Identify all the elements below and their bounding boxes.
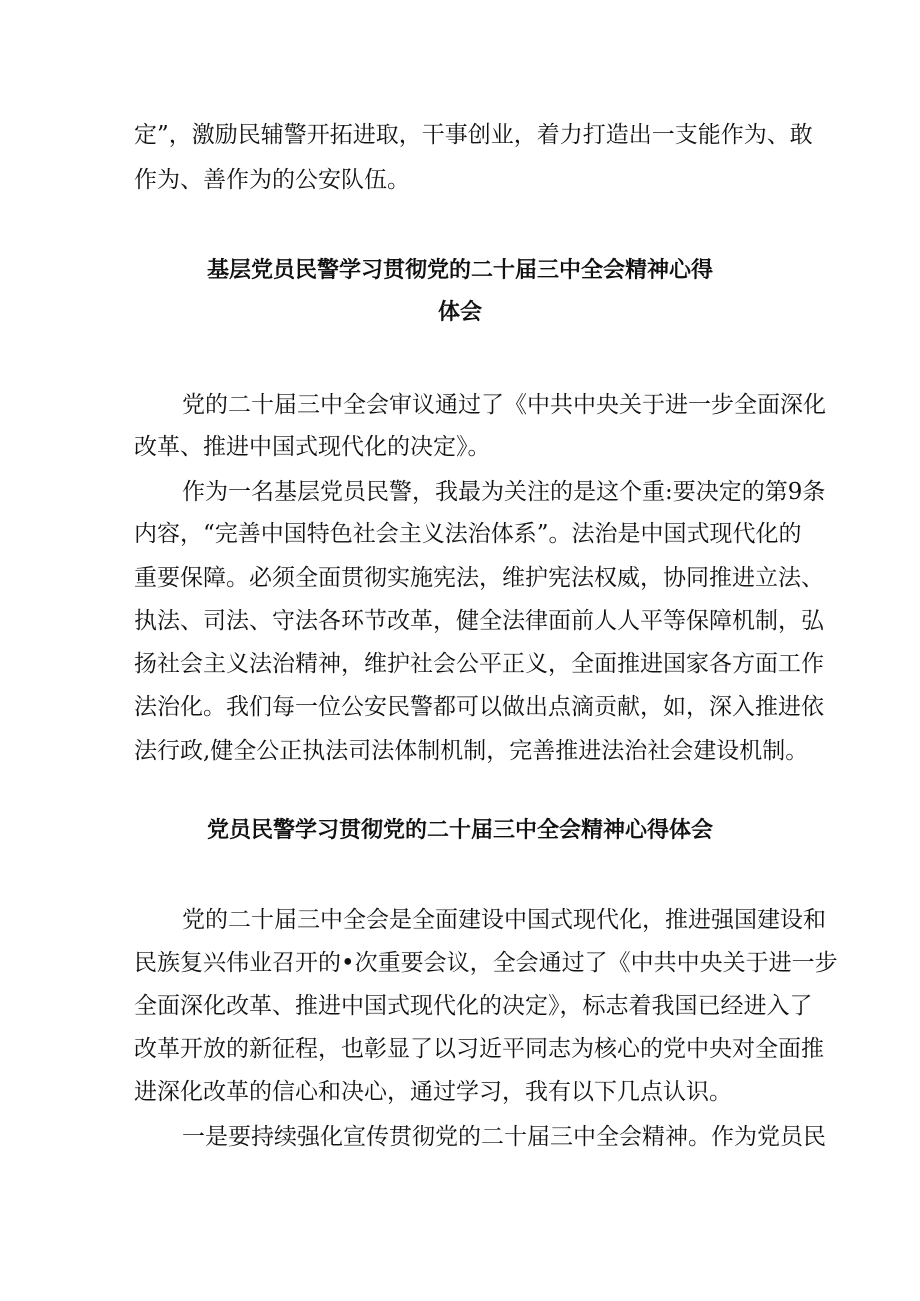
paragraph-line: 重要保障。必须全面贯彻实施宪法，维护宪法权威，协同推进立法、 bbox=[134, 565, 824, 591]
paragraph-line: 党的二十届三中全会审议通过了《中共中央关于进一步全面深化 bbox=[182, 392, 826, 418]
paragraph-line: 作为一名基层党员民警，我最为关注的是这个重:要决定的第9条 bbox=[182, 479, 826, 505]
paragraph-line: 全面深化改革、推进中国式现代化的决定》，标志着我国已经进入了 bbox=[134, 993, 813, 1019]
paragraph-line: 执法、司法、守法各环节改革，健全法律面前人人平等保障机制，弘 bbox=[134, 608, 824, 634]
paragraph-line: 法治化。我们每一位公安民警都可以做出点滴贡献，如，深入推进依 bbox=[134, 694, 824, 720]
paragraph-line: 作为、善作为的公安队伍。 bbox=[134, 167, 410, 193]
section-heading: 党员民警学习贯彻党的二十届三中全会精神心得体会 bbox=[206, 818, 713, 843]
section-heading-continued: 体会 bbox=[437, 300, 482, 325]
paragraph-line: 改革、推进中国式现代化的决定》。 bbox=[134, 434, 491, 460]
paragraph-line: 法行政,健全公正执法司法体制机制，完善推进法治社会建设机制。 bbox=[134, 738, 809, 764]
section-heading: 基层党员民警学习贯彻党的二十届三中全会精神心得 bbox=[206, 258, 713, 283]
paragraph-line: 党的二十届三中全会是全面建设中国式现代化，推进强国建设和 bbox=[182, 907, 826, 933]
paragraph-line: 扬社会主义法治精神，维护社会公平正义，全面推进国家各方面工作 bbox=[134, 651, 824, 677]
paragraph-line: 内容，“完善中国特色社会主义法治体系”。法治是中国式现代化的 bbox=[134, 521, 802, 547]
paragraph-line: 民族复兴伟业召开的•次重要会议，全会通过了《中共中央关于进一步 bbox=[134, 950, 838, 976]
paragraph-line: 一是要持续强化宣传贯彻党的二十届三中全会精神。作为党员民 bbox=[182, 1124, 826, 1150]
paragraph-line: 进深化改革的信心和决心，通过学习，我有以下几点认识。 bbox=[134, 1079, 732, 1105]
paragraph-line: 定”，激励民辅警开拓进取，干事创业，着力打造出一支能作为、敢 bbox=[134, 122, 813, 148]
paragraph-line: 改革开放的新征程，也彰显了以习近平同志为核心的党中央对全面推 bbox=[134, 1036, 824, 1062]
